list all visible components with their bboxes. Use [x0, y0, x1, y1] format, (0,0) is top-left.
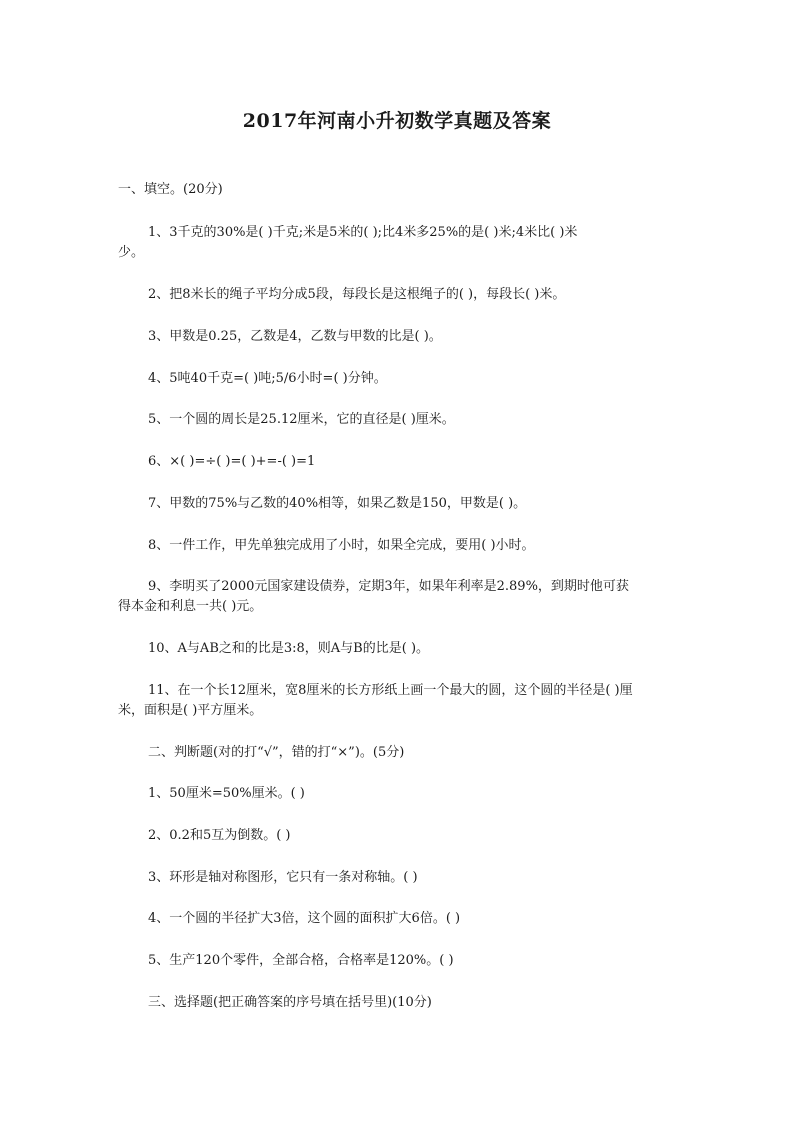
question-1-1: 1、3千克的30%是( )千克;米是5米的( );比4米多25%的是( )米;4米比( )米	[148, 225, 578, 240]
question-1-8: 8、一件工作，甲先单独完成用了小时，如果全完成，要用( )小时。	[148, 538, 535, 553]
question-2-1: 1、50厘米=50%厘米。( )	[148, 786, 305, 801]
question-2-3: 3、环形是轴对称图形，它只有一条对称轴。( )	[148, 870, 418, 885]
question-1-7: 7、甲数的75%与乙数的40%相等，如果乙数是150，甲数是( )。	[148, 496, 527, 511]
question-1-3: 3、甲数是0.25，乙数是4，乙数与甲数的比是( )。	[148, 329, 442, 344]
question-1-10: 10、A与AB之和的比是3:8，则A与B的比是( )。	[148, 641, 430, 656]
question-1-5: 5、一个圆的周长是25.12厘米，它的直径是( )厘米。	[148, 412, 455, 427]
question-1-9: 9、李明买了2000元国家建设债券，定期3年，如果年利率是2.89%，到期时他可获	[148, 579, 629, 594]
question-1-11: 11、在一个长12厘米，宽8厘米的长方形纸上画一个最大的圆，这个圆的半径是( )厘	[148, 683, 633, 698]
question-1-4: 4、5吨40千克=( )吨;5/6小时=( )分钟。	[148, 371, 387, 386]
question-2-2: 2、0.2和5互为倒数。( )	[148, 828, 291, 843]
section-heading-true-false: 二、判断题(对的打“√”，错的打“×”)。(5分)	[148, 745, 405, 760]
section-heading-fill-blank: 一、填空。(20分)	[118, 182, 223, 197]
question-1-9-continued: 得本金和利息一共( )元。	[118, 599, 263, 614]
question-2-4: 4、一个圆的半径扩大3倍，这个圆的面积扩大6倍。( )	[148, 911, 461, 926]
section-heading-multiple-choice: 三、选择题(把正确答案的序号填在括号里)(10分)	[148, 995, 432, 1010]
question-1-2: 2、把8米长的绳子平均分成5段，每段长是这根绳子的( )，每段长( )米。	[148, 287, 566, 302]
question-1-6: 6、×( )=÷( )=( )+=-( )=1	[148, 454, 316, 469]
document-title: 2017年河南小升初数学真题及答案	[242, 110, 552, 132]
question-1-11-continued: 米，面积是( )平方厘米。	[118, 703, 263, 718]
question-2-5: 5、生产120个零件，全部合格，合格率是120%。( )	[148, 953, 454, 968]
question-1-1-continued: 少。	[118, 245, 145, 260]
